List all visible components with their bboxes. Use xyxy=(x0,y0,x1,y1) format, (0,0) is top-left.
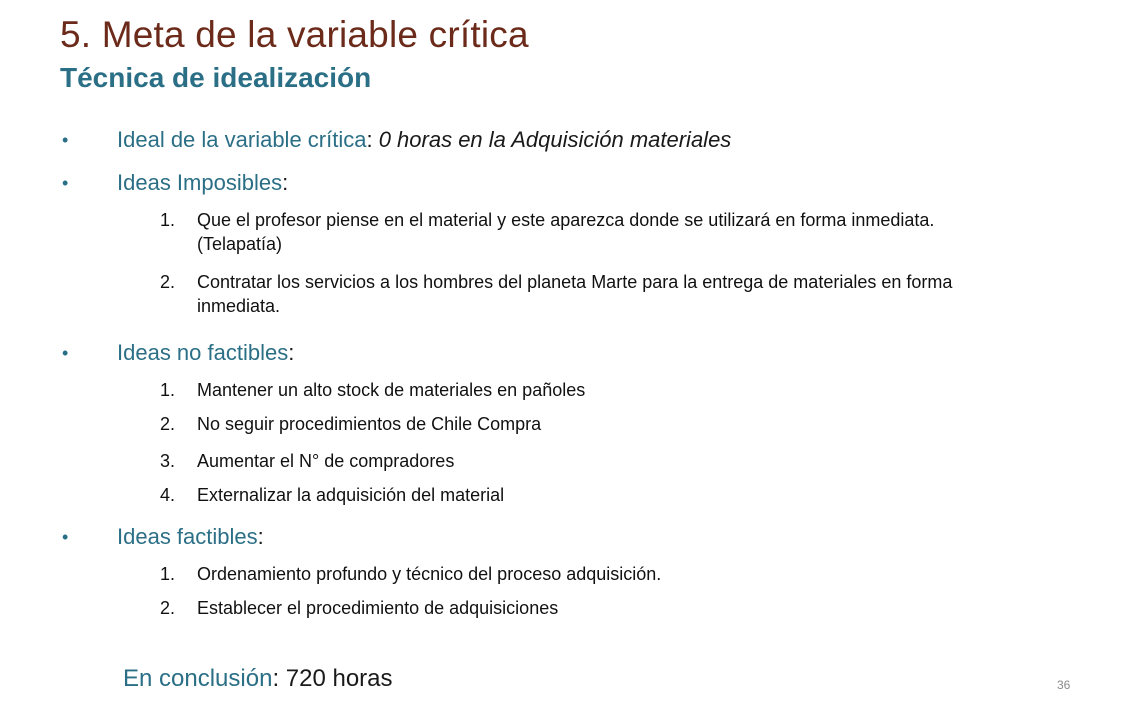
list-item-text: Ordenamiento profundo y técnico del proceso adquisición. xyxy=(197,564,662,584)
bullet-ideal-label: Ideal de la variable crítica xyxy=(117,127,367,152)
bullet-factibles-text xyxy=(117,524,264,550)
list-item-text: Mantener un alto stock de materiales en pañoles xyxy=(197,380,586,400)
slide-subtitle: Técnica de idealización xyxy=(60,62,372,93)
list-item-number: 1. xyxy=(160,564,176,584)
bullet-marker: • xyxy=(62,130,69,150)
bullet-imposibles-label: Ideas Imposibles xyxy=(117,170,283,195)
list-item-number: 2. xyxy=(160,272,176,292)
list-item-number: 2. xyxy=(160,598,176,618)
slide-title: 5. Meta de la variable crítica xyxy=(60,14,529,55)
bullet-no-factibles-colon: : xyxy=(288,340,295,365)
bullet-marker: • xyxy=(62,527,69,547)
list-item-number: 4. xyxy=(160,485,176,505)
bullet-ideal-colon: : xyxy=(366,127,373,152)
list-item-number: 1. xyxy=(160,380,176,400)
list-item-text: Externalizar la adquisición del material xyxy=(197,485,505,505)
conclusion-label: En conclusión xyxy=(123,665,273,692)
list-item-text: Aumentar el N° de compradores xyxy=(197,451,455,471)
page-number: 36 xyxy=(1057,678,1071,692)
bullet-marker: • xyxy=(62,173,69,193)
list-item-text: Que el profesor piense en el material y este aparezca donde se utilizará en forma inmediata. (Telapatía) xyxy=(197,210,935,254)
bullet-ideal-value: 0 horas en la Adquisición materiales xyxy=(372,127,732,152)
list-item-text: Establecer el procedimiento de adquisiciones xyxy=(197,598,559,618)
conclusion-value: : 720 horas xyxy=(272,665,393,692)
list-item-text: No seguir procedimientos de Chile Compra xyxy=(197,414,542,434)
bullet-factibles-colon: : xyxy=(257,524,264,549)
bullet-no-factibles-text xyxy=(117,340,294,366)
list-item-number: 1. xyxy=(160,210,176,230)
bullet-imposibles-text xyxy=(117,170,288,196)
conclusion xyxy=(123,665,393,693)
bullet-factibles-label: Ideas factibles xyxy=(117,524,258,549)
list-item-number: 3. xyxy=(160,451,176,471)
bullet-marker: • xyxy=(62,343,69,363)
bullet-no-factibles-label: Ideas no factibles xyxy=(117,340,289,365)
bullet-imposibles-colon: : xyxy=(282,170,289,195)
list-item-text: Contratar los servicios a los hombres del planeta Marte para la entrega de materiales en forma inmediata. xyxy=(197,272,953,316)
bullet-ideal-text xyxy=(117,127,731,153)
list-item-number: 2. xyxy=(160,414,176,434)
